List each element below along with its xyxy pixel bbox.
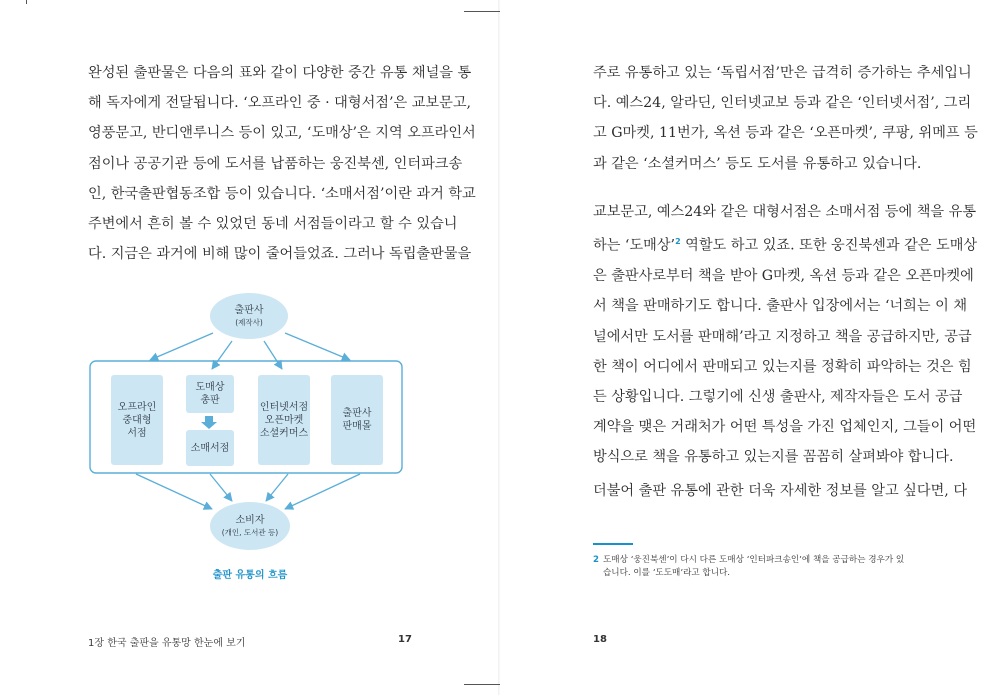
arrow-mall-to-consumer — [285, 474, 360, 509]
offline-bookstore-box — [111, 375, 163, 465]
arrow-publisher-to-wholesale — [212, 341, 232, 369]
channel-label: 서점 — [127, 427, 147, 439]
text-line: 널에서만 도서를 판매해’라고 지정하고 책을 공급하지만, 공급 — [593, 328, 972, 345]
footnote — [593, 554, 938, 579]
consumer-sublabel: (개인, 도서관 등) — [221, 528, 279, 537]
arrow-offline-to-consumer — [136, 474, 212, 509]
text-line: 인, 한국출판협동조합 등이 있습니다. ‘소매서점’이란 과거 학교 — [88, 185, 476, 202]
arrow-internet-to-consumer — [266, 474, 288, 501]
channel-label: 도매상 — [195, 382, 225, 393]
text-line: 과 같은 ‘소셜커머스’ 등도 도서를 유통하고 있습니다. — [593, 155, 922, 172]
text-line: 한 책이 어디에서 판매되고 있는지를 정확히 파악하는 것은 힘 — [593, 358, 972, 375]
diagram-caption: 출판 유통의 흐름 — [212, 570, 288, 581]
arrow-retail-to-consumer — [210, 474, 232, 501]
channel-label: 출판사 — [342, 408, 372, 419]
text-line: 교보문고, 예스24와 같은 대형서점은 소매서점 등에 책을 유통 — [593, 204, 977, 220]
publisher-mall-box — [331, 375, 383, 465]
retail-label: 소매서점 — [190, 442, 230, 454]
internet-bookstore-box — [258, 375, 310, 465]
right-page — [500, 0, 1000, 695]
text-line — [593, 227, 978, 261]
text-line: 주변에서 흔히 볼 수 있었던 동네 서점들이라고 할 수 있습니 — [88, 216, 458, 233]
text-line: 은 출판사로부터 책을 받아 G마켓, 옥션 등과 같은 오픈마켓에 — [593, 268, 974, 285]
arrow-publisher-to-internet — [264, 341, 282, 369]
text-line: 계약을 맺은 거래처가 어떤 특성을 가진 업체인지, 그들이 어떤 — [593, 419, 977, 436]
text-line: 더불어 출판 유통에 관한 더욱 자세한 정보를 알고 싶다면, 다 — [593, 483, 968, 499]
wholesale-box — [186, 375, 234, 413]
text-line: 다. 지금은 과거에 비해 많이 줄어들었죠. 그러나 독립출판물을 — [88, 246, 472, 263]
page-number-left: 17 — [398, 634, 412, 645]
channel-label: 오프라인 — [117, 401, 157, 413]
footnote-ref[interactable]: 2 — [675, 237, 681, 247]
text-fragment: 하는 ‘도매상’ — [593, 237, 676, 254]
channel-label: 오픈마켓 — [264, 414, 304, 426]
text-line: 다. 예스24, 알라딘, 인터넷교보 등과 같은 ‘인터넷서점’, 그리 — [593, 95, 972, 112]
arrow-publisher-to-offline — [150, 333, 213, 360]
text-line: 점이나 공공기관 등에 도서를 납품하는 웅진북센, 인터파크송 — [88, 155, 463, 172]
channel-label: 총판 — [200, 395, 220, 406]
running-head: 1장 한국 출판을 유통망 한눈에 보기 — [88, 638, 246, 649]
publisher-label: 출판사 — [234, 305, 264, 316]
text-line: 고 G마켓, 11번가, 옥션 등과 같은 ‘오픈마켓’, 쿠팡, 위메프 등 — [593, 125, 978, 142]
left-paragraph — [88, 58, 476, 269]
arrow-wholesale-to-retail — [201, 416, 217, 429]
channel-label: 인터넷서점 — [259, 401, 309, 413]
text-line: 든 상황입니다. 그렇기에 신생 출판사, 제작자들은 도서 공급 — [593, 388, 963, 405]
channel-label: 소셜커머스 — [259, 427, 309, 439]
publisher-sublabel: (제작사) — [235, 318, 263, 327]
text-line: 방식으로 책을 유통하고 있는지를 꼼꼼히 살펴봐야 합니다. — [593, 449, 954, 466]
publisher-node — [210, 293, 288, 339]
text-line: 해 독자에게 전달됩니다. ‘오프라인 중 · 대형서점’은 교보문고, — [88, 95, 472, 112]
footnote-divider — [593, 543, 633, 545]
arrow-publisher-to-mall — [285, 333, 350, 360]
right-paragraph-3 — [593, 476, 968, 506]
right-paragraph-2 — [593, 197, 978, 473]
footnote-line-2: 습니다. 이를 ‘도도매’라고 합니다. — [603, 567, 731, 578]
text-fragment: 역할도 하고 있죠. 또한 웅진북센과 같은 도매상 — [680, 237, 978, 254]
page-number-right: 18 — [593, 634, 607, 645]
consumer-label: 소비자 — [235, 515, 265, 526]
channel-label: 판매몰 — [342, 421, 372, 432]
footnote-mark: 2 — [593, 555, 599, 565]
text-line: 완성된 출판물은 다음의 표와 같이 다양한 중간 유통 채널을 통 — [88, 65, 472, 81]
retail-bookstore-box — [186, 430, 234, 466]
footnote-line-1: 도매상 ‘웅진북센’이 다시 다른 도매상 ‘인터파크송인’에 책을 공급하는 경우가 있 — [603, 555, 905, 565]
consumer-node — [210, 502, 290, 550]
right-paragraph-1 — [593, 58, 978, 179]
text-line: 서 책을 판매하기도 합니다. 출판사 입장에서는 ‘너희는 이 채 — [593, 298, 968, 315]
text-line: 영풍문고, 반디앤루니스 등이 있고, ‘도매상’은 지역 오프라인서 — [88, 125, 476, 142]
channel-label: 중대형 — [122, 414, 152, 426]
text-line: 주로 유통하고 있는 ‘독립서점’만은 급격히 증가하는 추세입니 — [593, 65, 972, 81]
crop-tick-top-left — [26, 0, 27, 4]
